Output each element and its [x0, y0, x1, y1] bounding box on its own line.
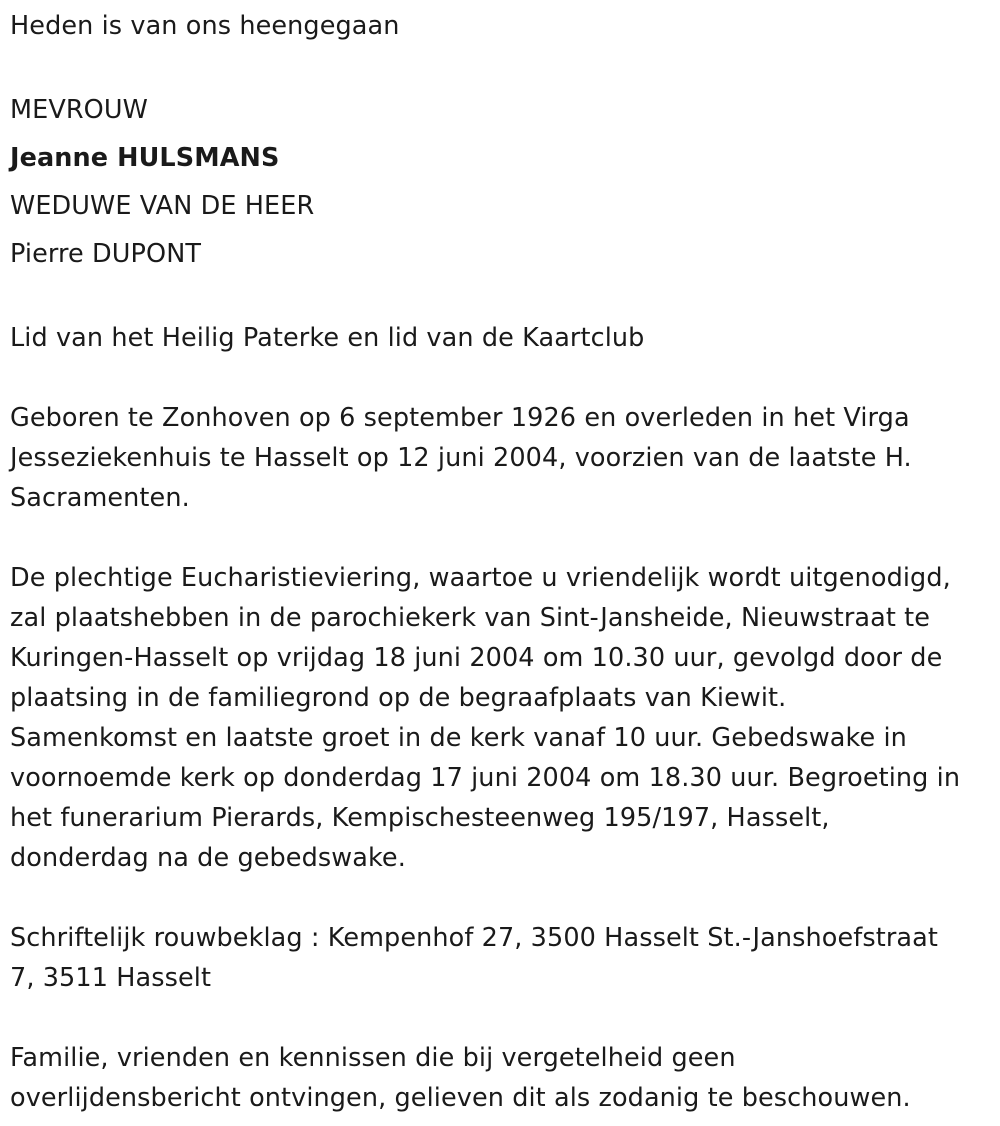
spouse-name: Pierre DUPONT: [10, 239, 202, 269]
paragraph-line: 7, 3511 Hasselt: [10, 963, 212, 993]
widow-line: WEDUWE VAN DE HEER: [10, 191, 315, 221]
paragraph-line: Schriftelijk rouwbeklag : Kempenhof 27, 3500 Hasselt St.-Janshoefstraat: [10, 923, 938, 953]
paragraph-line: Samenkomst en laatste groet in de kerk vanaf 10 uur. Gebedswake in: [10, 723, 907, 753]
paragraph-line: Kuringen-Hasselt op vrijdag 18 juni 2004 om 10.30 uur, gevolgd door de: [10, 643, 943, 673]
paragraph-line: Jesseziekenhuis te Hasselt op 12 juni 2004, voorzien van de laatste H.: [10, 443, 912, 473]
paragraph-line: overlijdensbericht ontvingen, gelieven dit als zodanig te beschouwen.: [10, 1083, 911, 1113]
condolences-paragraph: [10, 918, 995, 998]
spacer: [10, 278, 995, 318]
spacer: [10, 358, 995, 398]
paragraph-line: donderdag na de gebedswake.: [10, 843, 406, 873]
spacer: [10, 878, 995, 918]
spacer: [10, 998, 995, 1038]
paragraph-line: zal plaatshebben in de parochiekerk van Sint-Jansheide, Nieuwstraat te: [10, 603, 931, 633]
closing-paragraph: [10, 1038, 995, 1118]
paragraph-line: Sacramenten.: [10, 483, 190, 513]
paragraph-line: Geboren te Zonhoven op 6 september 1926 en overleden in het Virga: [10, 403, 910, 433]
paragraph-line: Familie, vrienden en kennissen die bij vergetelheid geen: [10, 1043, 736, 1073]
ceremony-paragraph: [10, 558, 995, 878]
deceased-name: Jeanne HULSMANS: [10, 143, 280, 173]
name-block: [10, 86, 995, 278]
paragraph-line: voornoemde kerk op donderdag 17 juni 2004 om 18.30 uur. Begroeting in: [10, 763, 961, 793]
spacer: [10, 46, 995, 86]
paragraph-line: De plechtige Eucharistieviering, waartoe u vriendelijk wordt uitgenodigd,: [10, 563, 951, 593]
spacer: [10, 518, 995, 558]
obituary-notice: [10, 6, 995, 1118]
paragraph-line: het funerarium Pierards, Kempischesteenweg 195/197, Hasselt,: [10, 803, 830, 833]
paragraph-line: plaatsing in de familiegrond op de begraafplaats van Kiewit.: [10, 683, 787, 713]
membership-text: Lid van het Heilig Paterke en lid van de Kaartclub: [10, 323, 645, 353]
birth-death-paragraph: [10, 398, 995, 518]
intro-text: Heden is van ons heengegaan: [10, 11, 400, 41]
title-prefix: MEVROUW: [10, 95, 148, 125]
